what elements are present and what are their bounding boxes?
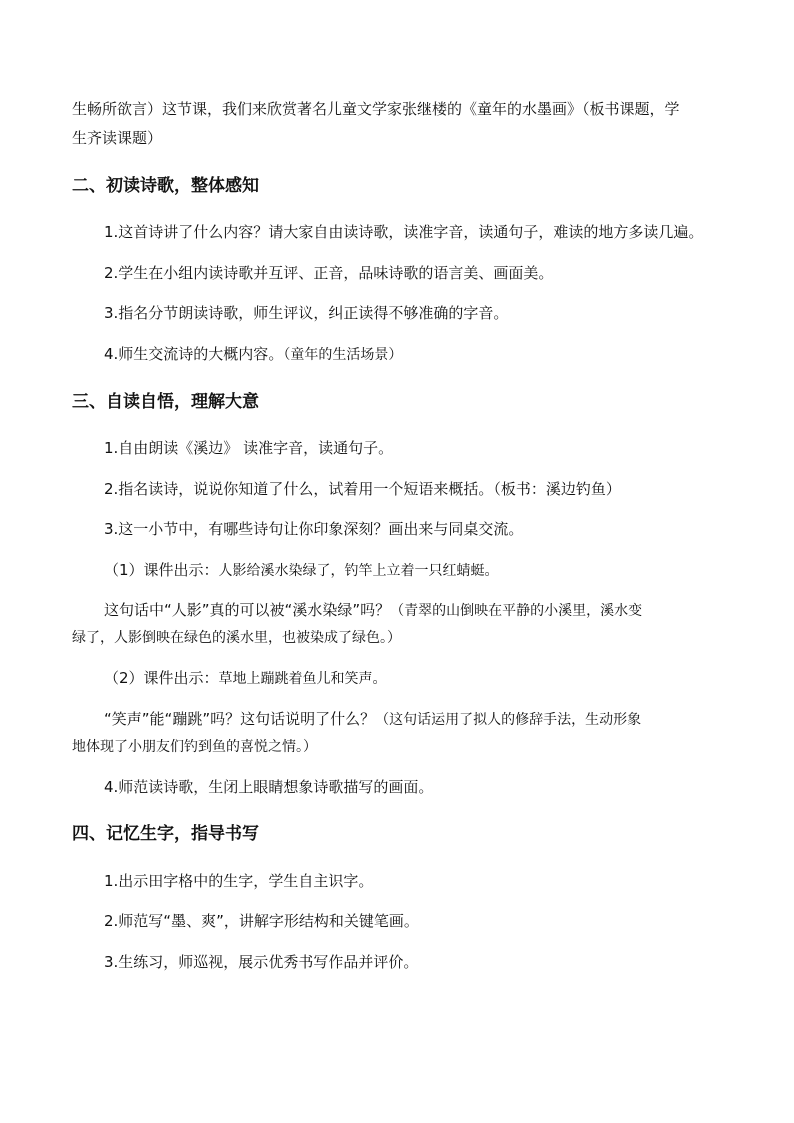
section-4-item-1: 1.出示田字格中的生字，学生自主识字。 xyxy=(104,872,374,890)
intro-line-1: 生畅所欲言）这节课，我们来欣赏著名儿童文学家张继楼的《童年的水墨画》（板书课题，学 xyxy=(72,100,680,118)
section-2-heading: 二、初读诗歌，整体感知 xyxy=(72,176,259,196)
section-3-sub-2 xyxy=(104,667,387,690)
section-2-item-3: 3.指名分节朗读诗歌，师生评议，纠正读得不够准确的字音。 xyxy=(104,304,509,322)
section-2-item-2: 2.学生在小组内读诗歌并互评、正音，品味诗歌的语言美、画面美。 xyxy=(104,264,554,282)
sub-note: 草地上蹦跳着鱼儿和笑声。 xyxy=(218,671,387,687)
section-4-item-2: 2.师范写“墨、爽”，讲解字形结构和关键笔画。 xyxy=(104,912,419,930)
sub-note: 人影给溪水染绿了，钓竿上立着一只红蜻蜓。 xyxy=(218,563,499,579)
intro-line-2: 生齐读课题） xyxy=(72,129,163,147)
section-2-item-1: 1.这首诗讲了什么内容？请大家自由读诗歌，读准字音，读通句子，难读的地方多读几遍。 xyxy=(104,223,704,241)
section-3-item-2: 2.指名读诗，说说你知道了什么，试着用一个短语来概括。（板书：溪边钓鱼） xyxy=(104,480,621,498)
section-2-item-4 xyxy=(104,343,402,366)
section-4-heading: 四、记忆生字，指导书写 xyxy=(72,824,259,844)
section-3-question-2-cont: 地体现了小朋友们钓到鱼的喜悦之情。） xyxy=(72,739,317,755)
section-3-question-1 xyxy=(104,599,642,622)
section-3-item-4: 4.师范读诗歌，生闭上眼睛想象诗歌描写的画面。 xyxy=(104,778,434,796)
item-note: （童年的生活场景） xyxy=(283,347,403,363)
question-text: 这句话中“人影”真的可以被“溪水染绿”吗？ xyxy=(104,601,391,619)
section-3-sub-1 xyxy=(104,559,499,582)
section-3-question-1-cont: 绿了，人影倒映在绿色的溪水里，也被染成了绿色。） xyxy=(72,630,401,646)
section-4-item-3: 3.生练习，师巡视，展示优秀书写作品并评价。 xyxy=(104,953,419,971)
question-note: （这句话运用了拟人的修辞手法，生动形象 xyxy=(375,712,642,728)
sub-label: （1）课件出示： xyxy=(104,561,219,579)
section-3-item-1: 1.自由朗读《溪边》 读准字音，读通句子。 xyxy=(104,439,394,457)
question-note: （青翠的山倒映在平静的小溪里，溪水变 xyxy=(390,603,643,619)
sub-label: （2）课件出示： xyxy=(104,669,219,687)
section-3-item-3: 3.这一小节中，有哪些诗句让你印象深刻？画出来与同桌交流。 xyxy=(104,520,524,538)
question-text: “笑声”能“蹦跳”吗？这句话说明了什么？ xyxy=(104,710,376,728)
section-3-question-2 xyxy=(104,708,641,731)
item-text: 4.师生交流诗的大概内容。 xyxy=(104,345,284,363)
section-3-heading: 三、自读自悟，理解大意 xyxy=(72,392,259,412)
